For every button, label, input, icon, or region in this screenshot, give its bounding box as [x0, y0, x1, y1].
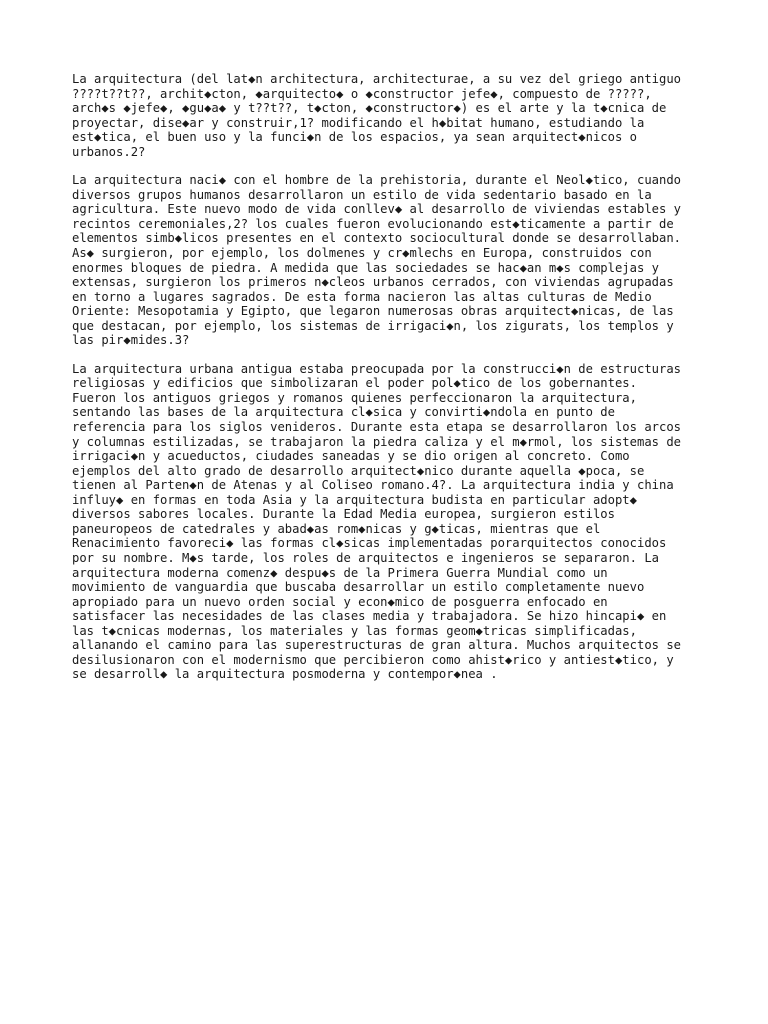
document-page	[72, 72, 702, 696]
paragraph-ancient-to-modern: La arquitectura urbana antigua estaba preocupada por la construcci◆n de estructuras religiosas y edificios que simbolizaran el poder pol◆tico de los gobernantes. Fueron los antiguos griegos y romanos quienes perfeccionaron la arquitectura, sentando las bases de la arquitectura cl◆sica y convirti◆ndola en punto de referencia para los siglos venideros. Durante esta etapa se desarrollaron los arcos y columnas estilizadas, se trabajaron la piedra caliza y el m◆rmol, los sistemas de irrigaci◆n y acueductos, ciudades saneadas y se dio origen al concreto. Como ejemplos del alto grado de desarrollo arquitect◆nico durante aquella ◆poca, se tienen al Parten◆n de Atenas y al Coliseo romano.4?. La arquitectura india y china influy◆ en formas en toda Asia y la arquitectura budista en particular adopt◆ diversos sabores locales. Durante la Edad Media europea, surgieron estilos paneuropeos de catedrales y abad◆as rom◆nicas y g◆ticas, mientras que el Renacimiento favoreci◆ las formas cl◆sicas implementadas porarquitectos conocidos por su nombre. M◆s tarde, los roles de arquitectos e ingenieros se separaron. La arquitectura moderna comenz◆ despu◆s de la Primera Guerra Mundial como un movimiento de vanguardia que buscaba desarrollar un estilo completamente nuevo apropiado para un nuevo orden social y econ◆mico de posguerra enfocado en satisfacer las necesidades de las clases media y trabajadora. Se hizo hincapi◆ en las t◆cnicas modernas, los materiales y las formas geom◆tricas simplificadas, allanando el camino para las superestructuras de gran altura. Muchos arquitectos se desilusionaron con el modernismo que percibieron como ahist◆rico y antiest◆tico, y se desarroll◆ la arquitectura posmoderna y contempor◆nea .	[72, 361, 682, 682]
paragraph-prehistory: La arquitectura naci◆ con el hombre de la prehistoria, durante el Neol◆tico, cuando diversos grupos humanos desarrollaron un estilo de vida sedentario basado en la agricultura. Este nuevo modo de vida conllev◆ al desarrollo de viviendas estables y recintos ceremoniales,2? los cuales fueron evolucionando est◆ticamente a partir de elementos simb◆licos presentes en el contexto sociocultural donde se desarrollaban. As◆ surgieron, por ejemplo, los dolmenes y cr◆mlechs en Europa, construidos con enormes bloques de piedra. A medida que las sociedades se hac◆an m◆s complejas y extensas, surgieron los primeros n◆cleos urbanos cerrados, con viviendas agrupadas en torno a lugares sagrados. De esta forma nacieron las altas culturas de Medio Oriente: Mesopotamia y Egipto, que legaron numerosas obras arquitect◆nicas, de las que destacan, por ejemplo, los sistemas de irrigaci◆n, los zigurats, los templos y las pir◆mides.3?	[72, 173, 682, 348]
paragraph-definition: La arquitectura (del lat◆n architectura, architecturae, a su vez del griego antiguo ????t??t??, archit◆cton, ◆arquitecto◆ o ◆constructor jefe◆, compuesto de ?????, arch◆s ◆jefe◆, ◆gu◆a◆ y t??t??, t◆cton, ◆constructor◆) es el arte y la t◆cnica de proyectar, dise◆ar y construir,1? modificando el h◆bitat humano, estudiando la est◆tica, el buen uso y la funci◆n de los espacios, ya sean arquitect◆nicos o urbanos.2?	[72, 72, 682, 159]
